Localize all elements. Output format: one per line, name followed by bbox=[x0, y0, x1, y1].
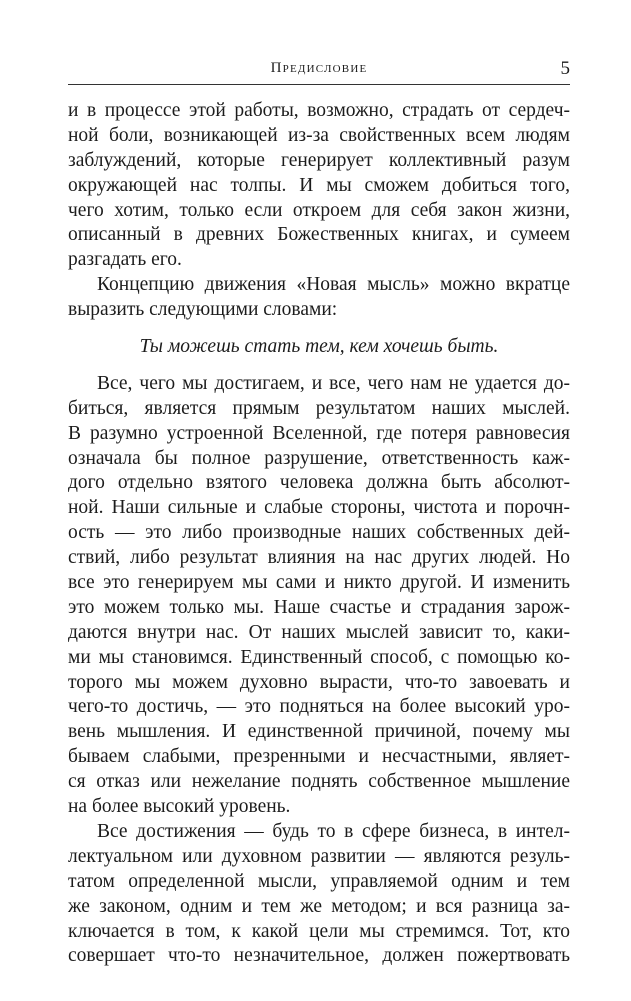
text-line: окружающей нас толпы. И мы сможем добиться того, bbox=[68, 174, 570, 196]
text-line: биться, является прямым результатом наших мыслей. bbox=[68, 397, 570, 419]
text-line: на более высокий уровень. bbox=[68, 796, 291, 818]
text-line: ми мы становимся. Единственный способ, с помощью ко- bbox=[68, 646, 570, 668]
text-line: чего хотим, только если откроем для себя закон жизни, bbox=[68, 199, 570, 221]
text-line: это можем только мы. Наше счастье и страдания зарож- bbox=[68, 596, 570, 618]
text-line: торого мы можем духовно вырасти, что-то завоевать и bbox=[68, 671, 570, 693]
text-line: ключается в том, к какой цели мы стремимся. Тот, кто bbox=[68, 920, 570, 942]
running-title: Предисловие bbox=[270, 60, 368, 76]
text-line: лектуальном или духовном развитии — являются резуль- bbox=[68, 845, 570, 867]
text-line: совершает что-то незначительное, должен пожертвовать bbox=[68, 945, 570, 967]
text-line: ной. Наши сильные и слабые стороны, чистота и порочн- bbox=[68, 497, 570, 519]
text-line: описанный в древних Божественных книгах, и сумеем bbox=[68, 224, 570, 246]
text-line: все это генерируем мы сами и никто другой. И изменить bbox=[68, 572, 570, 594]
text-line: же законом, одним и тем же методом; и вся разница за- bbox=[68, 895, 570, 917]
text-line: вень мышления. И единственной причиной, почему мы bbox=[68, 721, 570, 743]
text-line: даются внутри нас. От наших мыслей зависит то, каки- bbox=[68, 621, 570, 643]
text-line: ствий, либо результат влияния на нас других людей. Но bbox=[68, 547, 570, 569]
text-line: заблуждений, которые генерирует коллективный разум bbox=[68, 149, 570, 171]
text-line: дого отдельно взятого человека должна быть абсолют- bbox=[68, 472, 570, 494]
text-line: выразить следующими словами: bbox=[68, 299, 338, 321]
text-line: чего-то достичь, — это подняться на более высокий уро- bbox=[68, 696, 570, 718]
text-line: татом определенной мысли, управляемой одним и тем bbox=[68, 870, 570, 892]
text-line: и в процессе этой работы, возможно, страдать от сердеч- bbox=[68, 100, 570, 121]
running-head bbox=[68, 58, 570, 85]
page-number: 5 bbox=[560, 58, 570, 79]
text-line: Все достижения — будь то в сфере бизнеса, в интел- bbox=[97, 820, 570, 842]
text-line: разгадать его. bbox=[68, 249, 182, 271]
body-text bbox=[68, 99, 570, 969]
text-line: ной боли, возникающей из-за свойственных всем людям bbox=[68, 124, 570, 146]
paragraph-3 bbox=[68, 372, 570, 820]
text-line: ость — это либо производные наших собственных дей- bbox=[68, 522, 570, 544]
book-page bbox=[68, 58, 570, 988]
paragraph-2 bbox=[68, 273, 570, 323]
text-line: ся отказ или нежелание поднять собственное мышление bbox=[68, 771, 570, 793]
paragraph-1 bbox=[68, 99, 570, 273]
text-line: бываем слабыми, презренными и несчастными, являет- bbox=[68, 746, 570, 768]
text-line: Концепцию движения «Новая мысль» можно вкратце bbox=[97, 274, 570, 296]
text-line: В разумно устроенной Вселенной, где потеря равновесия bbox=[68, 422, 570, 444]
epigraph: Ты можешь стать тем, кем хочешь быть. bbox=[139, 336, 499, 358]
text-line: означала бы полное разрушение, ответственность каж- bbox=[68, 447, 570, 469]
paragraph-4 bbox=[68, 820, 570, 969]
text-line: Все, чего мы достигаем, и все, чего нам не удается до- bbox=[97, 372, 570, 394]
